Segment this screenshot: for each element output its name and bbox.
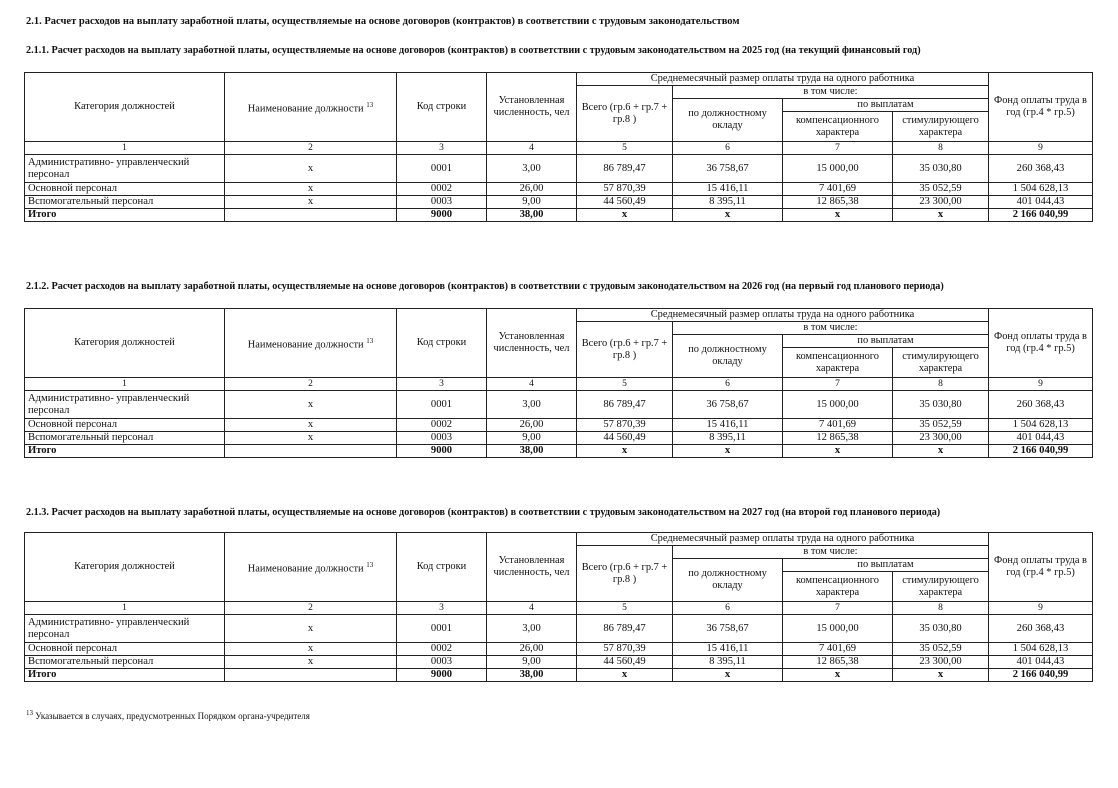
column-number: 9 (989, 142, 1093, 155)
total-cell: 9000 (397, 209, 487, 222)
header-position-text: Наименование должности (247, 563, 364, 575)
table-cell: 0003 (397, 432, 487, 445)
table-cell: 1 504 628,13 (989, 183, 1093, 196)
total-cell: 38,00 (487, 445, 577, 458)
section-title-2025: 2.1.1. Расчет расходов на выплату заработной платы, осуществляемые на основе договоров (контрактов) в соответствии с трудовым законодательством на 2025 год (на текущий финансовый год) (26, 45, 921, 56)
column-number: 1 (25, 602, 225, 615)
table-cell: х (225, 615, 397, 643)
table-cell: 86 789,47 (577, 391, 673, 419)
table-row (25, 643, 1093, 656)
header-total: Всего (гр.6 + гр.7 + гр.8 ) (577, 546, 673, 602)
table-cell: 0001 (397, 155, 487, 183)
table-cell: 8 395,11 (673, 196, 783, 209)
table-cell: х (225, 155, 397, 183)
total-cell: х (893, 209, 989, 222)
table-cell: 86 789,47 (577, 155, 673, 183)
table-cell: 23 300,00 (893, 196, 989, 209)
table-cell: 23 300,00 (893, 432, 989, 445)
total-row (25, 669, 1093, 682)
table-cell: 26,00 (487, 643, 577, 656)
header-including: в том числе: (673, 86, 989, 99)
header-position (225, 73, 397, 142)
total-cell: 2 166 040,99 (989, 445, 1093, 458)
header-position-text: Наименование должности (247, 103, 364, 115)
total-cell: 38,00 (487, 209, 577, 222)
table-cell: 12 865,38 (783, 656, 893, 669)
table-cell: Административно- управленческий персонал (25, 615, 225, 643)
header-category: Категория должностей (25, 73, 225, 142)
column-number: 4 (487, 602, 577, 615)
table-cell: х (225, 419, 397, 432)
table-cell: 23 300,00 (893, 656, 989, 669)
column-number: 6 (673, 142, 783, 155)
column-number-row (25, 602, 1093, 615)
table-cell: 3,00 (487, 615, 577, 643)
header-line-code: Код строки (397, 73, 487, 142)
header-incentive: стимулирующего характера (893, 572, 989, 602)
column-number: 3 (397, 378, 487, 391)
table-cell: Основной персонал (25, 643, 225, 656)
header-compensation: компенсационного характера (783, 112, 893, 142)
table-cell: 260 368,43 (989, 615, 1093, 643)
total-cell: Итого (25, 445, 225, 458)
table-row (25, 183, 1093, 196)
header-position-sup: 13 (366, 560, 374, 569)
table-cell: 9,00 (487, 656, 577, 669)
column-number: 8 (893, 602, 989, 615)
table-cell: 260 368,43 (989, 391, 1093, 419)
header-incentive: стимулирующего характера (893, 112, 989, 142)
table-cell: Административно- управленческий персонал (25, 155, 225, 183)
header-category: Категория должностей (25, 533, 225, 602)
table-cell: 0001 (397, 615, 487, 643)
table-cell: 35 052,59 (893, 419, 989, 432)
header-including: в том числе: (673, 322, 989, 335)
table-cell: 36 758,67 (673, 155, 783, 183)
column-number: 3 (397, 602, 487, 615)
column-number: 5 (577, 602, 673, 615)
header-total: Всего (гр.6 + гр.7 + гр.8 ) (577, 86, 673, 142)
header-row (25, 533, 1093, 546)
total-cell: 9000 (397, 669, 487, 682)
table-cell: 26,00 (487, 419, 577, 432)
header-average-pay: Среднемесячный размер оплаты труда на одного работника (577, 533, 989, 546)
header-average-pay: Среднемесячный размер оплаты труда на одного работника (577, 73, 989, 86)
table-row (25, 155, 1093, 183)
column-number: 8 (893, 378, 989, 391)
column-number: 2 (225, 142, 397, 155)
header-line-code: Код строки (397, 533, 487, 602)
header-annual-fund: Фонд оплаты труда в год (гр.4 * гр.5) (989, 533, 1093, 602)
table-cell: 401 044,43 (989, 656, 1093, 669)
total-row (25, 445, 1093, 458)
table-cell: Административно- управленческий персонал (25, 391, 225, 419)
header-payments: по выплатам (783, 99, 989, 112)
column-number: 2 (225, 602, 397, 615)
section-title-2026: 2.1.2. Расчет расходов на выплату заработной платы, осуществляемые на основе договоров (контрактов) в соответствии с трудовым законодательством на 2026 год (на первый год планового периода) (26, 281, 944, 292)
table-cell: 260 368,43 (989, 155, 1093, 183)
header-annual-fund: Фонд оплаты труда в год (гр.4 * гр.5) (989, 309, 1093, 378)
table-cell: 8 395,11 (673, 432, 783, 445)
table-cell: 1 504 628,13 (989, 419, 1093, 432)
table-cell: 44 560,49 (577, 196, 673, 209)
table-cell: 36 758,67 (673, 391, 783, 419)
table-row (25, 196, 1093, 209)
column-number: 7 (783, 142, 893, 155)
column-number-row (25, 378, 1093, 391)
table-cell: 35 030,80 (893, 155, 989, 183)
column-number: 3 (397, 142, 487, 155)
header-average-pay: Среднемесячный размер оплаты труда на одного работника (577, 309, 989, 322)
column-number: 6 (673, 602, 783, 615)
column-number: 6 (673, 378, 783, 391)
table-cell: х (225, 183, 397, 196)
total-cell: Итого (25, 669, 225, 682)
table-cell: 15 000,00 (783, 391, 893, 419)
total-cell: х (783, 209, 893, 222)
total-cell: х (577, 669, 673, 682)
header-payments: по выплатам (783, 559, 989, 572)
total-cell: х (673, 445, 783, 458)
table-cell: 15 416,11 (673, 643, 783, 656)
table-cell: 8 395,11 (673, 656, 783, 669)
total-cell: х (783, 669, 893, 682)
header-compensation: компенсационного характера (783, 348, 893, 378)
header-position-sup: 13 (366, 336, 374, 345)
total-cell (225, 669, 397, 682)
header-position-sup: 13 (366, 100, 374, 109)
column-number: 8 (893, 142, 989, 155)
table-cell: 35 030,80 (893, 391, 989, 419)
table-cell: 44 560,49 (577, 656, 673, 669)
column-number: 4 (487, 142, 577, 155)
header-annual-fund: Фонд оплаты труда в год (гр.4 * гр.5) (989, 73, 1093, 142)
total-cell: х (673, 209, 783, 222)
table-cell: Основной персонал (25, 183, 225, 196)
header-position (225, 533, 397, 602)
column-number: 9 (989, 602, 1093, 615)
table-cell: 9,00 (487, 432, 577, 445)
table-row (25, 656, 1093, 669)
table-cell: 7 401,69 (783, 419, 893, 432)
header-headcount: Установленная численность, чел (487, 73, 577, 142)
table-cell: 9,00 (487, 196, 577, 209)
total-cell: х (577, 209, 673, 222)
total-cell: 2 166 040,99 (989, 669, 1093, 682)
table-cell: 401 044,43 (989, 196, 1093, 209)
column-number: 2 (225, 378, 397, 391)
header-total: Всего (гр.6 + гр.7 + гр.8 ) (577, 322, 673, 378)
table-cell: 0002 (397, 643, 487, 656)
table-cell: 12 865,38 (783, 196, 893, 209)
page-title: 2.1. Расчет расходов на выплату заработной платы, осуществляемые на основе договоров (контрактов) в соответствии с трудовым законодательством (26, 16, 740, 27)
table-cell: 15 416,11 (673, 419, 783, 432)
header-row (25, 73, 1093, 86)
header-row (25, 309, 1093, 322)
total-cell (225, 209, 397, 222)
total-cell: 38,00 (487, 669, 577, 682)
table-cell: 12 865,38 (783, 432, 893, 445)
table-cell: Вспомогательный персонал (25, 432, 225, 445)
header-including: в том числе: (673, 546, 989, 559)
table-cell: 7 401,69 (783, 183, 893, 196)
column-number: 4 (487, 378, 577, 391)
table-cell: 35 052,59 (893, 643, 989, 656)
header-incentive: стимулирующего характера (893, 348, 989, 378)
table-cell: х (225, 643, 397, 656)
column-number: 5 (577, 142, 673, 155)
header-payments: по выплатам (783, 335, 989, 348)
table-cell: 1 504 628,13 (989, 643, 1093, 656)
table-cell: 36 758,67 (673, 615, 783, 643)
payroll-table-2027 (24, 532, 1093, 682)
column-number: 1 (25, 142, 225, 155)
table-cell: 0001 (397, 391, 487, 419)
total-cell: х (577, 445, 673, 458)
table-cell: 35 052,59 (893, 183, 989, 196)
table-row (25, 391, 1093, 419)
column-number: 7 (783, 602, 893, 615)
table-cell: 3,00 (487, 391, 577, 419)
header-salary: по должностному окладу (673, 335, 783, 378)
table-cell: 0002 (397, 183, 487, 196)
total-cell: х (783, 445, 893, 458)
table-cell: 7 401,69 (783, 643, 893, 656)
total-cell: 2 166 040,99 (989, 209, 1093, 222)
table-cell: 0003 (397, 656, 487, 669)
total-cell: 9000 (397, 445, 487, 458)
table-cell: 0002 (397, 419, 487, 432)
table-cell: 401 044,43 (989, 432, 1093, 445)
total-row (25, 209, 1093, 222)
column-number: 5 (577, 378, 673, 391)
header-position-text: Наименование должности (247, 339, 364, 351)
table-cell: 15 000,00 (783, 155, 893, 183)
payroll-table-2026 (24, 308, 1093, 458)
table-cell: 15 000,00 (783, 615, 893, 643)
table-cell: 26,00 (487, 183, 577, 196)
table-cell: х (225, 432, 397, 445)
header-salary: по должностному окладу (673, 99, 783, 142)
table-row (25, 615, 1093, 643)
table-cell: Вспомогательный персонал (25, 656, 225, 669)
header-compensation: компенсационного характера (783, 572, 893, 602)
table-cell: Вспомогательный персонал (25, 196, 225, 209)
payroll-table-2025 (24, 72, 1093, 222)
table-cell: 0003 (397, 196, 487, 209)
table-cell: 57 870,39 (577, 643, 673, 656)
total-cell: х (893, 445, 989, 458)
table-cell: 57 870,39 (577, 419, 673, 432)
table-cell: 57 870,39 (577, 183, 673, 196)
header-salary: по должностному окладу (673, 559, 783, 602)
table-cell: 86 789,47 (577, 615, 673, 643)
total-cell: х (893, 669, 989, 682)
header-category: Категория должностей (25, 309, 225, 378)
header-headcount: Установленная численность, чел (487, 309, 577, 378)
table-cell: 35 030,80 (893, 615, 989, 643)
header-position (225, 309, 397, 378)
table-cell: х (225, 391, 397, 419)
total-cell (225, 445, 397, 458)
column-number: 1 (25, 378, 225, 391)
table-cell: 15 416,11 (673, 183, 783, 196)
column-number: 7 (783, 378, 893, 391)
header-headcount: Установленная численность, чел (487, 533, 577, 602)
table-row (25, 419, 1093, 432)
footnote-text: Указывается в случаях, предусмотренных Порядком органа-учредителя (33, 711, 310, 721)
header-line-code: Код строки (397, 309, 487, 378)
total-cell: х (673, 669, 783, 682)
column-number-row (25, 142, 1093, 155)
table-cell: 3,00 (487, 155, 577, 183)
footnote-mark: 13 (26, 709, 33, 717)
column-number: 9 (989, 378, 1093, 391)
table-cell: х (225, 196, 397, 209)
table-cell: 44 560,49 (577, 432, 673, 445)
total-cell: Итого (25, 209, 225, 222)
table-cell: Основной персонал (25, 419, 225, 432)
footnote (26, 709, 310, 721)
section-title-2027: 2.1.3. Расчет расходов на выплату заработной платы, осуществляемые на основе договоров (контрактов) в соответствии с трудовым законодательством на 2027 год (на второй год планового периода) (26, 507, 941, 518)
table-row (25, 432, 1093, 445)
table-cell: х (225, 656, 397, 669)
